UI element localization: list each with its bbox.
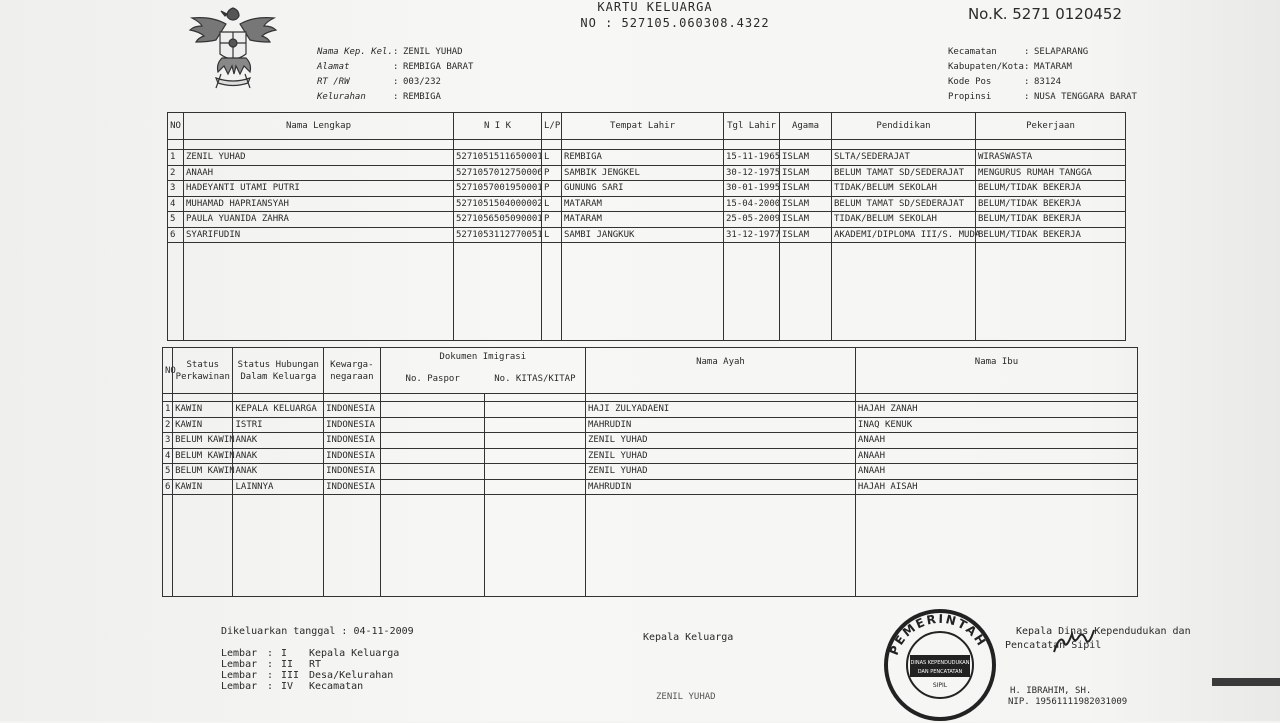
cell-mother: INAQ KENUK [855,417,1137,433]
cell-father: MAHRUDIN [586,479,856,495]
cell-marital: KAWIN [173,417,233,433]
cell-sex: L [542,150,562,166]
cell-birthplace: GUNUNG SARI [562,181,724,197]
cell-name: HADEYANTI UTAMI PUTRI [184,181,454,197]
cell-no: 6 [168,227,184,243]
cell-education: AKADEMI/DIPLOMA III/S. MUDA [832,227,976,243]
list-item: Lembar : III Desa/Kelurahan [221,670,394,681]
col-header-citizenship: Kewarga- negaraan [324,348,380,394]
cell-relation: KEPALA KELUARGA [233,402,324,418]
cell-no: 6 [163,479,173,495]
status-table [162,347,1138,597]
stamp-outer-text: PEMERINTAH [886,611,990,658]
head-value: ZENIL YUHAD [403,47,463,57]
postal-code-value: 83124 [1034,77,1062,87]
cell-mother: ANAAH [855,448,1137,464]
status-table-header [163,348,1138,366]
cell-nik: 5271057001950001 [454,181,542,197]
sheet-distribution [221,648,399,692]
cell-birthdate: 15-04-2000 [724,196,780,212]
cell-marital: BELUM KAWIN [173,464,233,480]
cell-citizenship: INDONESIA [324,479,380,495]
address-value: REMBIGA BARAT [403,62,474,72]
official-title-line1: Kepala Dinas Kependudukan dan [1016,626,1191,637]
cell-no: 2 [168,165,184,181]
kabupaten-value: MATARAM [1034,62,1072,72]
cell-mother: HAJAH AISAH [855,479,1137,495]
cell-passport [380,402,485,418]
cell-father: ZENIL YUHAD [586,464,856,480]
cell-occupation: WIRASWASTA [976,150,1126,166]
table-row [163,417,1138,433]
cell-kitas [485,479,586,495]
card-number-value: 5271 0120452 [1012,5,1122,23]
members-table [167,112,1126,341]
cell-nik: 5271053112770051 [454,227,542,243]
sheet-recipient: RT [309,659,322,670]
cell-sex: L [542,227,562,243]
stamp-inner-line1: DINAS KEPENDUDUKAN [910,660,970,666]
cell-marital: BELUM KAWIN [173,433,233,449]
table-row [168,150,1126,166]
cell-father: ZENIL YUHAD [586,448,856,464]
province-label: Propinsi [948,92,992,102]
cell-mother: HAJAH ZANAH [855,402,1137,418]
kabupaten-label: Kabupaten/Kota [948,62,1024,72]
cell-no: 5 [168,212,184,228]
cell-mother: ANAAH [855,464,1137,480]
col-header-birthdate: Tgl Lahir [724,113,780,140]
list-item: Lembar : II RT [221,659,322,670]
table-row [163,448,1138,464]
table-row [163,479,1138,495]
table-row [163,433,1138,449]
cell-kitas [485,402,586,418]
cell-sex: P [542,165,562,181]
cell-nik: 5271051504000002 [454,196,542,212]
cell-citizenship: INDONESIA [324,417,380,433]
col-header-sex: L/P [542,113,562,140]
kelurahan-value: REMBIGA [403,92,441,102]
table-row [168,181,1126,197]
cell-sex: P [542,212,562,228]
cell-religion: ISLAM [780,165,832,181]
province-value: NUSA TENGGARA BARAT [1034,92,1137,102]
cell-mother: ANAAH [855,433,1137,449]
cell-religion: ISLAM [780,227,832,243]
sheet-number: I [281,648,288,659]
table-row [168,227,1126,243]
cell-no: 1 [163,402,173,418]
cell-kitas [485,464,586,480]
official-nip: NIP. 19561111982031009 [1008,697,1128,707]
cell-kitas [485,433,586,449]
list-item: Lembar : I Kepala Keluarga [221,648,400,659]
cell-religion: ISLAM [780,196,832,212]
sheet-label: Lembar [221,681,258,692]
postal-code-label: Kode Pos [948,77,992,87]
cell-occupation: BELUM/TIDAK BEKERJA [976,227,1126,243]
cell-citizenship: INDONESIA [324,464,380,480]
cell-education: BELUM TAMAT SD/SEDERAJAT [832,165,976,181]
cell-no: 4 [163,448,173,464]
cell-citizenship: INDONESIA [324,402,380,418]
cell-birthplace: MATARAM [562,196,724,212]
rtrw-label: RT /RW [317,77,350,87]
cell-citizenship: INDONESIA [324,433,380,449]
table-row [168,212,1126,228]
cell-passport [380,433,485,449]
cell-birthdate: 30-01-1995 [724,181,780,197]
col-header-mother: Nama Ibu [855,348,1137,394]
members-table-header [168,113,1126,140]
cell-nik: 5271056505090001 [454,212,542,228]
edge-smudge [1212,678,1280,686]
cell-father: MAHRUDIN [586,417,856,433]
cell-birthplace: REMBIGA [562,150,724,166]
cell-no: 3 [168,181,184,197]
cell-no: 5 [163,464,173,480]
col-header-relation: Status Hubungan Dalam Keluarga [233,348,324,394]
col-header-kitas: No. KITAS/KITAP [485,366,586,394]
official-stamp-icon [882,607,998,723]
cell-education: SLTA/SEDERAJAT [832,150,976,166]
col-header-nik: N I K [454,113,542,140]
signature-icon [1050,628,1098,658]
cell-relation: ISTRI [233,417,324,433]
sheet-number: III [281,670,300,681]
cell-name: PAULA YUANIDA ZAHRA [184,212,454,228]
col-header-religion: Agama [780,113,832,140]
official-name: H. IBRAHIM, SH. [1010,686,1092,696]
cell-no: 4 [168,196,184,212]
header-left-block: Nama Kep. Kel. : ZENIL YUHAD Alamat : REMBIGA BARAT RT /RW : 003/232 Kelurahan : REMBIGA [317,45,473,105]
cell-marital: KAWIN [173,479,233,495]
cell-citizenship: INDONESIA [324,448,380,464]
cell-occupation: MENGURUS RUMAH TANGGA [976,165,1126,181]
cell-no: 2 [163,417,173,433]
official-title-line2: Pencatatan Sipil [1005,640,1102,651]
cell-marital: KAWIN [173,402,233,418]
family-head-signature-label: Kepala Keluarga [643,632,734,643]
col-header-no: NO [168,113,184,140]
card-number-label: No.K. [967,5,1008,23]
address-label: Alamat [317,62,350,72]
cell-no: 1 [168,150,184,166]
cell-no: 3 [163,433,173,449]
cell-birthdate: 25-05-2009 [724,212,780,228]
sheet-recipient: Kepala Keluarga [309,648,400,659]
cell-religion: ISLAM [780,150,832,166]
col-header-education: Pendidikan [832,113,976,140]
table-row [163,402,1138,418]
card-number [968,5,1122,23]
list-item: Lembar : IV Kecamatan [221,681,364,692]
col-header-marital: Status Perkawinan [173,348,233,394]
sheet-recipient: Kecamatan [309,681,364,692]
cell-nik: 5271057012750006 [454,165,542,181]
col-header-occupation: Pekerjaan [976,113,1126,140]
kecamatan-value: SELAPARANG [1034,47,1089,57]
sheet-number: II [281,659,294,670]
cell-education: TIDAK/BELUM SEKOLAH [832,181,976,197]
cell-name: ZENIL YUHAD [184,150,454,166]
col-header-no: NO [163,348,173,394]
cell-religion: ISLAM [780,181,832,197]
head-label: Nama Kep. Kel. [317,47,393,57]
stamp-inner-line3: SIPIL [932,682,948,689]
cell-sex: P [542,181,562,197]
cell-father: ZENIL YUHAD [586,433,856,449]
cell-occupation: BELUM/TIDAK BEKERJA [976,212,1126,228]
cell-education: TIDAK/BELUM SEKOLAH [832,212,976,228]
col-header-father: Nama Ayah [586,348,856,394]
sheet-label: Lembar [221,659,258,670]
cell-birthdate: 30-12-1975 [724,165,780,181]
header-right-block: Kecamatan : SELAPARANG Kabupaten/Kota : MATARAM Kode Pos : 83124 Propinsi : NUSA TENGGARA BARAT [948,45,1137,105]
kecamatan-label: Kecamatan [948,47,997,57]
cell-relation: ANAK [233,433,324,449]
cell-name: SYARIFUDIN [184,227,454,243]
garuda-emblem-icon [186,2,280,94]
cell-kitas [485,448,586,464]
issued-date: Dikeluarkan tanggal : 04-11-2009 [221,626,414,637]
cell-birthplace: SAMBI JANGKUK [562,227,724,243]
cell-relation: ANAK [233,464,324,480]
cell-marital: BELUM KAWIN [173,448,233,464]
cell-father: HAJI ZULYADAENI [586,402,856,418]
cell-nik: 5271051511650001 [454,150,542,166]
sheet-label: Lembar [221,648,258,659]
document-number: NO : 527105.060308.4322 [580,16,770,30]
col-header-birthplace: Tempat Lahir [562,113,724,140]
sheet-label: Lembar [221,670,258,681]
cell-occupation: BELUM/TIDAK BEKERJA [976,181,1126,197]
cell-passport [380,479,485,495]
cell-passport [380,448,485,464]
family-head-signature-name: ZENIL YUHAD [656,692,716,702]
cell-religion: ISLAM [780,212,832,228]
kelurahan-label: Kelurahan [317,92,366,102]
table-row [168,165,1126,181]
table-row [168,196,1126,212]
cell-name: MUHAMAD HAPRIANSYAH [184,196,454,212]
col-header-passport: No. Paspor [380,366,485,394]
cell-relation: ANAK [233,448,324,464]
rtrw-value: 003/232 [403,77,441,87]
cell-birthplace: MATARAM [562,212,724,228]
col-header-immigration: Dokumen Imigrasi [380,348,585,366]
cell-name: ANAAH [184,165,454,181]
table-row [163,464,1138,480]
cell-sex: L [542,196,562,212]
cell-occupation: BELUM/TIDAK BEKERJA [976,196,1126,212]
cell-education: BELUM TAMAT SD/SEDERAJAT [832,196,976,212]
cell-kitas [485,417,586,433]
cell-birthdate: 15-11-1965 [724,150,780,166]
sheet-number: IV [281,681,294,692]
stamp-inner-line2: DAN PENCATATAN [917,669,963,675]
cell-relation: LAINNYA [233,479,324,495]
cell-birthdate: 31-12-1977 [724,227,780,243]
cell-passport [380,464,485,480]
cell-birthplace: SAMBIK JENGKEL [562,165,724,181]
col-header-name: Nama Lengkap [184,113,454,140]
document-title: KARTU KELUARGA [597,0,713,14]
cell-passport [380,417,485,433]
sheet-recipient: Desa/Kelurahan [309,670,394,681]
